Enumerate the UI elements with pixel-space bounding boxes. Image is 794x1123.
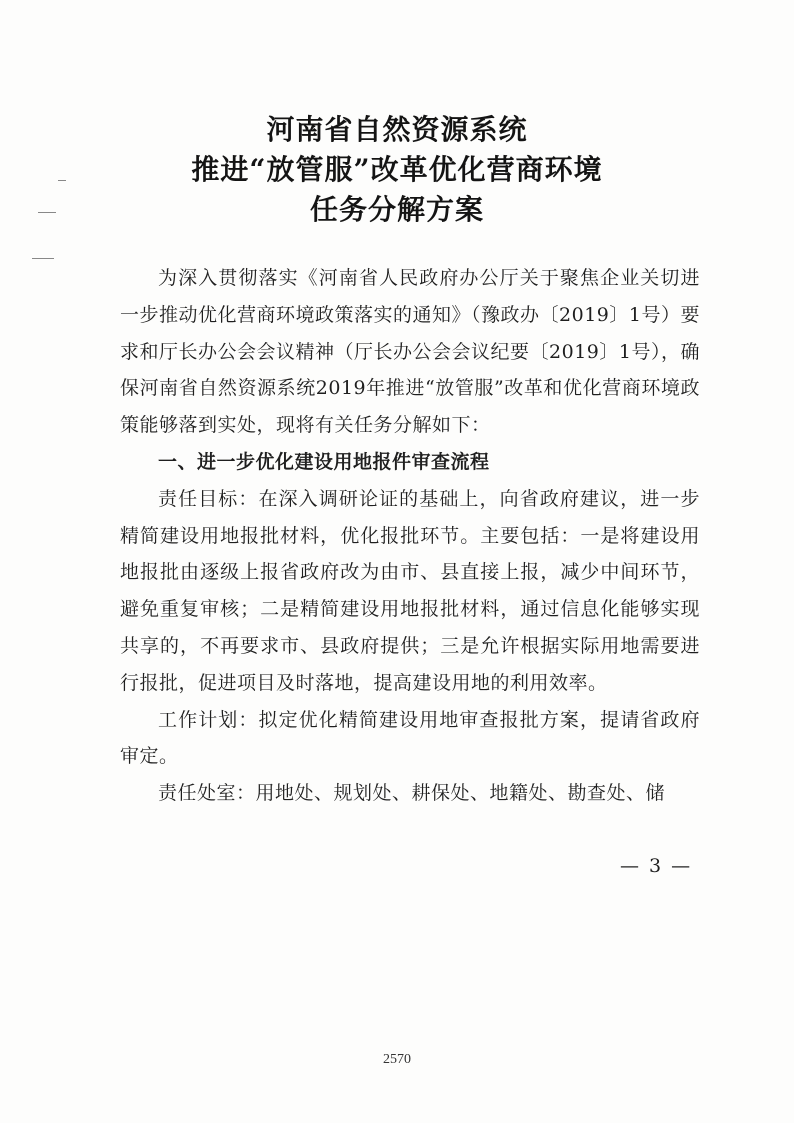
intro-paragraph: 为深入贯彻落实《河南省人民政府办公厅关于聚焦企业关切进一步推动优化营商环境政策落实的通知》（豫政办〔2019〕1号）要求和厅长办公会会议精神（厅长办公会会议纪要〔2019〕1号），确保河南省自然资源系统2019年推进“放管服”改革和优化营商环境政策能够落到实处，现将有关任务分解如下： [120,267,700,437]
document-title [0,110,794,230]
section-heading: 一、进一步优化建设用地报件审查流程 [158,450,490,473]
title-line-2: 推进“放管服”改革优化营商环境 [191,153,603,186]
responsible-office-paragraph: 责任处室：用地处、规划处、耕保处、地籍处、勘查处、储 [158,782,666,805]
title-line-3: 任务分解方案 [309,193,484,226]
title-line-1: 河南省自然资源系统 [266,113,528,146]
work-plan-paragraph: 工作计划：拟定优化精简建设用地审查报批方案，提请省政府审定。 [120,708,700,768]
scan-artifact [32,258,54,259]
responsibility-goal-paragraph: 责任目标：在深入调研论证的基础上，向省政府建议，进一步精简建设用地报批材料，优化报批环节。主要包括：一是将建设用地报批由逐级上报省政府改为由市、县直接上报，减少中间环节，避免重复审核；二是精简建设用地报批材料，通过信息化能够实现共享的，不再要求市、县政府提供；三是允许根据实际用地需要进行报批，促进项目及时落地，提高建设用地的利用效率。 [120,487,700,694]
document-body [120,260,700,812]
page-number: — 3 — [620,855,693,877]
archive-number: 2570 [383,1052,411,1067]
